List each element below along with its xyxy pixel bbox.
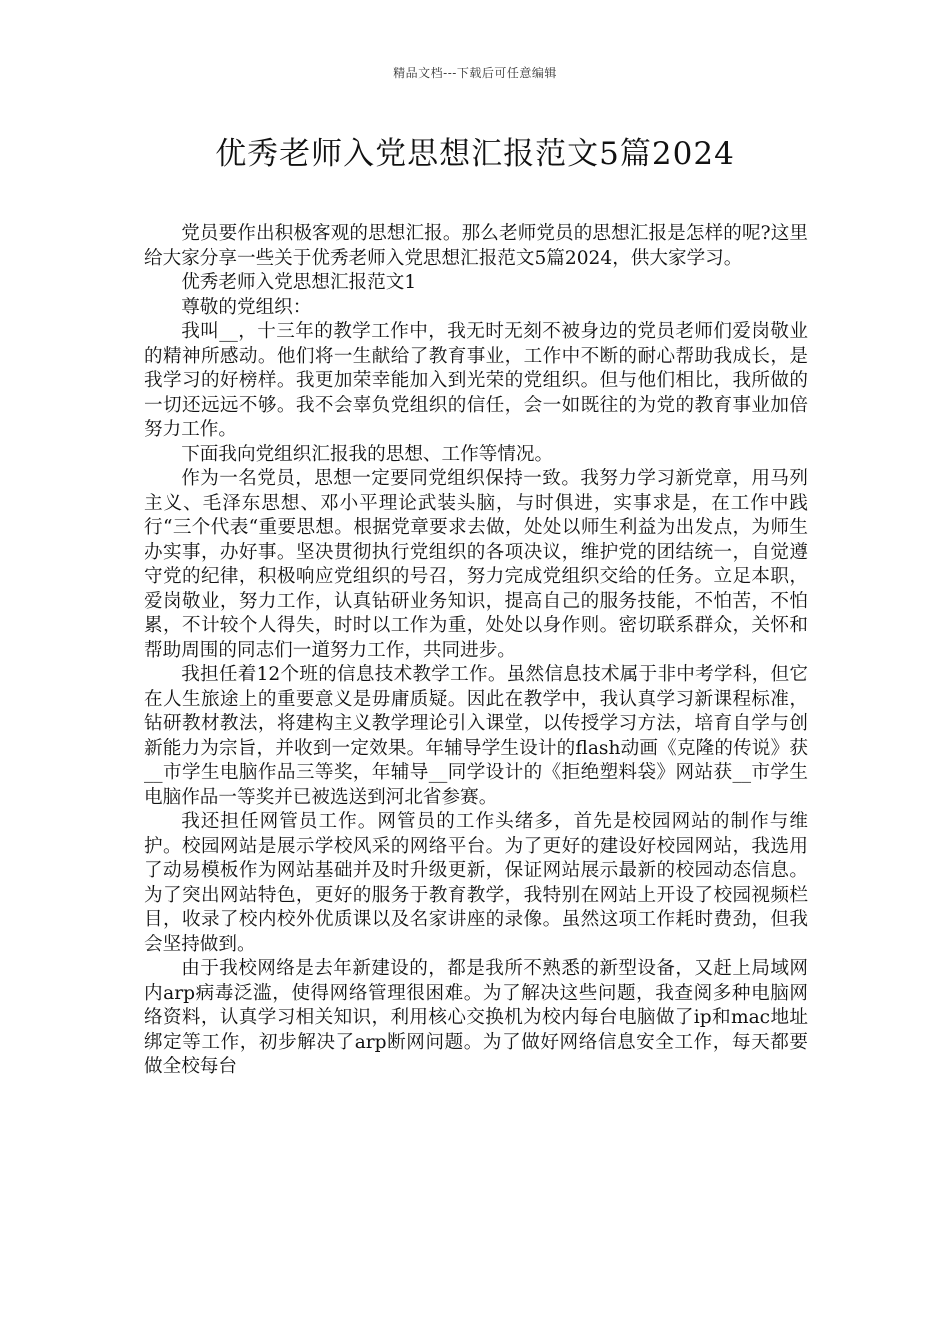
- section-heading: 优秀老师入党思想汇报范文1: [181, 272, 417, 293]
- paragraph: 我担任着12个班的信息技术教学工作。虽然信息技术属于非中考学科，但它在人生旅途上的重要意义是毋庸质疑。因此在教学中，我认真学习新课程标准，钻研教材教法，将建构主义教学理论引入课堂，以传授学习方法，培育自学与创新能力为宗旨，并收到一定效果。年辅导学生设计的flash动画《克隆的传说》获__市学生电脑作品三等奖，年辅导__同学设计的《拒绝塑料袋》网站获__市学生电脑作品一等奖并已被选送到河北省参赛。: [144, 664, 808, 808]
- paragraph: 作为一名党员，思想一定要同党组织保持一致。我努力学习新党章，用马列主义、毛泽东思想、邓小平理论武装头脑，与时俱进，实事求是，在工作中践行“三个代表“重要思想。根据党章要求去做，处处以师生利益为出发点，为师生办实事，办好事。坚决贯彻执行党组织的各项决议，维护党的团结统一，自觉遵守党的纪律，积极响应党组织的号召，努力完成党组织交给的任务。立足本职，爱岗敬业，努力工作，认真钻研业务知识，提高自己的服务技能，不怕苦，不怕累，不计较个人得失，时时以工作为重，处处以身作则。密切联系群众，关怀和帮助周围的同志们一道努力工作，共同进步。: [144, 468, 808, 661]
- page-header: 精品文档---下载后可任意编辑: [393, 66, 557, 80]
- paragraph-intro: 党员要作出积极客观的思想汇报。那么老师党员的思想汇报是怎样的呢?这里给大家分享一些关于优秀老师入党思想汇报范文5篇2024，供大家学习。: [144, 223, 808, 269]
- paragraph: 下面我向党组织汇报我的思想、工作等情况。: [181, 443, 554, 465]
- paragraph: 由于我校网络是去年新建设的，都是我所不熟悉的新型设备，又赶上局域网内arp病毒泛滥，使得网络管理很困难。为了解决这些问题，我查阅多种电脑网络资料，认真学习相关知识，利用核心交换机为校内每台电脑做了ip和mac地址绑定等工作，初步解决了arp断网问题。为了做好网络信息安全工作，每天都要做全校每台: [144, 958, 808, 1077]
- salutation: 尊敬的党组织：: [181, 296, 312, 318]
- paragraph: 我还担任网管员工作。网管员的工作头绪多，首先是校园网站的制作与维护。校园网站是展示学校风采的网络平台。为了更好的建设好校园网站，我选用了动易模板作为网站基础并及时升级更新，保证网站展示最新的校园动态信息。为了突出网站特色，更好的服务于教育教学，我特别在网站上开设了校园视频栏目，收录了校内校外优质课以及名家讲座的录像。虽然这项工作耗时费劲，但我会坚持做到。: [144, 811, 808, 955]
- paragraph: 我叫__，十三年的教学工作中，我无时无刻不被身边的党员老师们爱岗敬业的精神所感动。他们将一生献给了教育事业，工作中不断的耐心帮助我成长，是我学习的好榜样。我更加荣幸能加入到光荣的党组织。但与他们相比，我所做的一切还远远不够。我不会辜负党组织的信任，会一如既往的为党的教育事业加倍努力工作。: [144, 321, 808, 440]
- document-body: [144, 222, 808, 1080]
- document-title: 优秀老师入党思想汇报范文5篇2024: [215, 136, 735, 172]
